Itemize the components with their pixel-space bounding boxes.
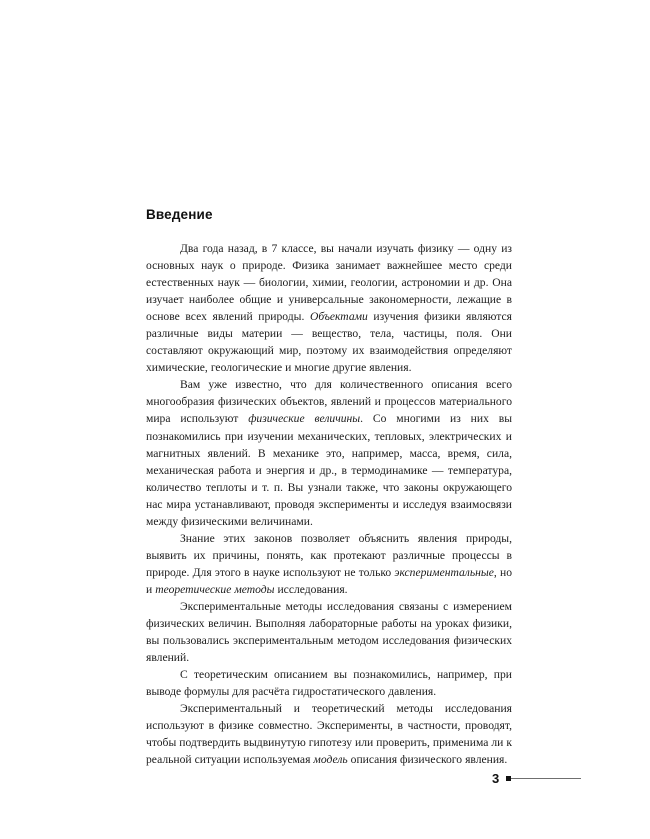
paragraph: Два года назад, в 7 классе, вы начали изучать физику — одну из основных наук о природе. Физика занимает важнейшее место среди естественных наук — биологии, химии, геологии, астрономии и др. Она изучает наиболее общие и универсальные закономерности, лежащие в основе всех явлений природы. Объектами изучения физики являются различные виды материи — вещество, тела, частицы, поля. Они составляют окружающий мир, поэтому их взаимодействия определяют химические, геологические и многие другие явления.: [146, 242, 512, 375]
page-number: 3: [492, 770, 500, 786]
emphasis-text: физические величины: [248, 412, 361, 426]
paragraph: Экспериментальные методы исследования связаны с измерением физических величин. Выполняя лабораторные работы на уроках физики, вы пользовались экспериментальным методом исследования физических явлений.: [146, 599, 512, 665]
page-title: Введение: [146, 207, 213, 223]
paragraph: Экспериментальный и теоретический методы исследования используют в физике совместно. Эксперименты, в частности, проводят, чтобы подтвердить выдвинутую гипотезу или проверить, применима ли к реальной ситуации используемая модель описания физического явления.: [146, 702, 512, 767]
paragraph: Знание этих законов позволяет объяснить явления природы, выявить их причины, понять, как протекают различные процессы в природе. Для этого в науке используют не только экспериментальные, но и теоретические методы исследования.: [146, 531, 512, 596]
page-footer: [492, 770, 581, 786]
paragraph: Вам уже известно, что для количественного описания всего многообразия физических объектов, явлений и процессов материального мира используют физические величины. Со многими из них вы познакомились при изучении механических, тепловых, электрических и магнитных явлений. В механике это, например, масса, время, сила, механическая работа и энергия и др., в термодинамике — температура, количество теплоты и т. п. Вы узнали также, что законы окружающего нас мира устанавливают, проводя эксперименты и исследуя взаимосвязи между физическими величинами.: [146, 378, 512, 528]
emphasis-text: Объектами: [309, 310, 368, 324]
paragraph: С теоретическим описанием вы познакомились, например, при выводе формулы для расчёта гидростатического давления.: [146, 668, 512, 699]
footer-divider: [511, 778, 581, 779]
emphasis-text: модель: [313, 753, 348, 767]
emphasis-text: теоретические методы: [155, 582, 275, 596]
emphasis-text: экспериментальные: [394, 565, 494, 579]
body-text-column: [146, 240, 512, 768]
